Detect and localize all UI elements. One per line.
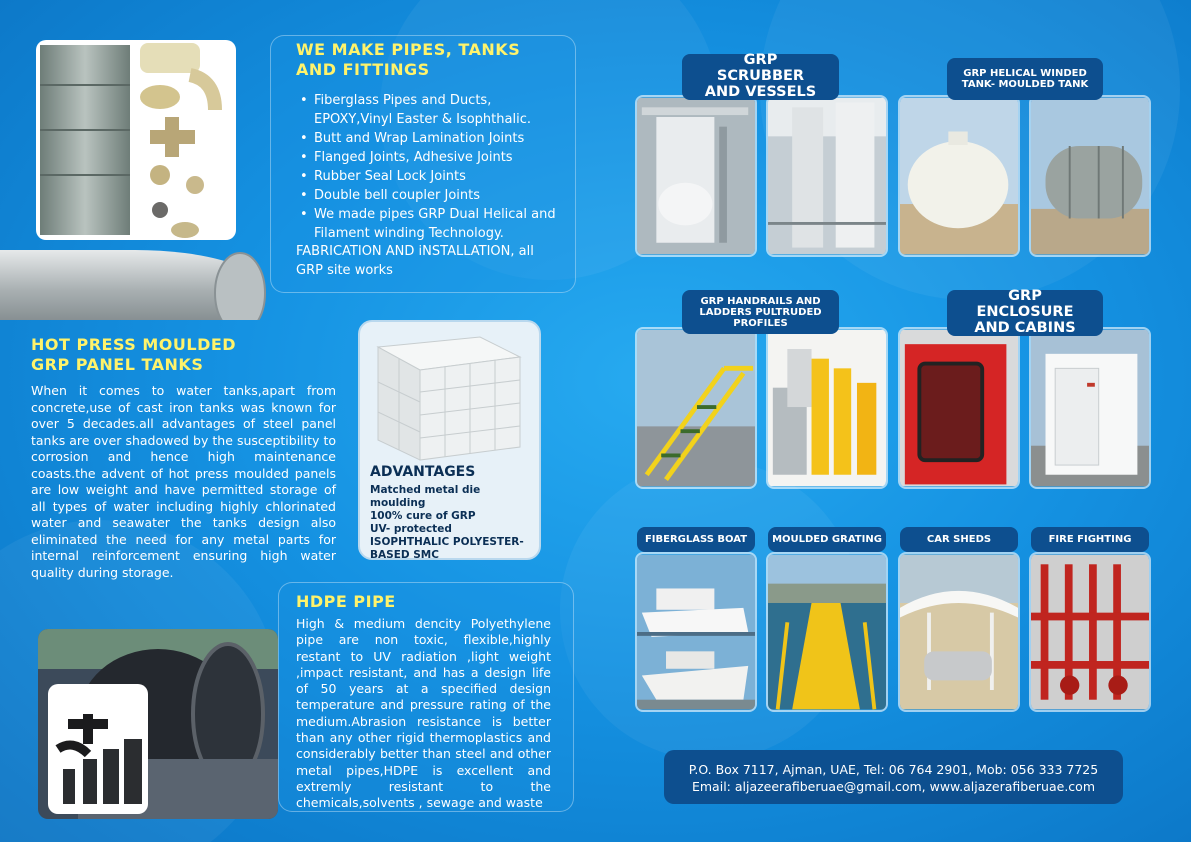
panel-tanks-description: When it comes to water tanks,apart from concrete,use of cast iron tanks was known for over 5 decades.all advantages of steel panel tanks are over shadowed by the susceptibility to corrosion and hence high maintenance coasts.the advent of hot press moulded panels are low weight and have permitted storage of all types of water including highly chlorinated water and seawater the tanks design also eliminated the need for any metal parts for internal reinforcement ensuring high water quality during storage. — [31, 383, 336, 580]
list-item: 100% cure of GRP — [370, 510, 476, 522]
handrails-photo-2 — [766, 327, 888, 489]
list-item: • Butt and Wrap Lamination Joints — [298, 129, 563, 148]
enclosure-label: GRP ENCLOSURE AND CABINS — [947, 290, 1103, 336]
scrubber-photo-1 — [635, 95, 757, 257]
firefighting-label: FIRE FIGHTING — [1031, 527, 1149, 552]
list-item: • Flanged Joints, Adhesive Joints — [298, 148, 563, 167]
grating-photo — [766, 552, 888, 712]
panel-tanks-heading-line1: HOT PRESS MOULDED — [31, 335, 237, 354]
enclosure-photo-1 — [898, 327, 1020, 489]
fabrication-note: FABRICATION AND iNSTALLATION, all GRP site works — [296, 244, 534, 278]
grating-label: MOULDED GRATING — [768, 527, 886, 552]
contact-address: P.O. Box 7117, Ajman, UAE, Tel: 06 764 2901, Mob: 056 333 7725 — [688, 762, 1099, 777]
pipes-product-image — [0, 35, 270, 320]
panel-tank-image — [360, 322, 539, 462]
helical-tank-photo-2 — [1029, 95, 1151, 257]
boat-label: FIBERGLASS BOAT — [637, 527, 755, 552]
hdpe-pipe-image — [38, 629, 278, 819]
panel-tanks-heading-line2: GRP PANEL TANKS — [31, 355, 204, 374]
helical-tank-photo-1 — [898, 95, 1020, 257]
advantages-heading: ADVANTAGES — [370, 464, 476, 480]
list-item: • Double bell coupler Joints — [298, 186, 563, 205]
advantages-card — [358, 320, 541, 560]
list-item: • Rubber Seal Lock Joints — [298, 167, 563, 186]
boat-photo — [635, 552, 757, 712]
pipes-feature-list — [298, 91, 563, 243]
hdpe-heading: HDPE PIPE — [296, 592, 396, 611]
handrails-photo-1 — [635, 327, 757, 489]
helical-tank-label: GRP HELICAL WINDED TANK- MOULDED TANK — [947, 58, 1103, 100]
pipes-heading: WE MAKE PIPES, TANKS AND FITTINGS — [296, 40, 521, 79]
list-item: Matched metal die moulding — [370, 484, 481, 509]
carsheds-photo — [898, 552, 1020, 712]
contact-email-web: Email: aljazeerafiberuae@gmail.com, www.aljazerafiberuae.com — [691, 779, 1095, 794]
list-item: ISOPHTHALIC POLYESTER- BASED SMC — [370, 536, 524, 561]
list-item: • Fiberglass Pipes and Ducts, EPOXY,Vinyl Easter & Isophthalic. — [298, 91, 563, 129]
scrubber-photo-2 — [766, 95, 888, 257]
handrails-label: GRP HANDRAILS AND LADDERS PULTRUDED PROFILES — [682, 290, 839, 334]
firefighting-photo — [1029, 552, 1151, 712]
scrubber-label: GRP SCRUBBER AND VESSELS — [682, 54, 839, 100]
contact-box — [664, 750, 1123, 804]
enclosure-photo-2 — [1029, 327, 1151, 489]
list-item: UV- protected — [370, 523, 452, 535]
list-item: • We made pipes GRP Dual Helical and Filament winding Technology. — [298, 205, 563, 243]
carsheds-label: CAR SHEDS — [900, 527, 1018, 552]
hdpe-description: High & medium dencity Polyethylene pipe are non toxic, flexible,highly restant to UV radiation ,light weight ,impact resistant, and has a design life of 50 years at a specified design temperature and pressure rating of the medium.Abrasion resistance is better than any other rigid thermoplastics and considerably better than steel and other metal pipes,HDPE is excellent and extremly resistant to the chemicals,solvents , sewage and waste — [296, 616, 551, 811]
advantages-list — [370, 484, 538, 562]
